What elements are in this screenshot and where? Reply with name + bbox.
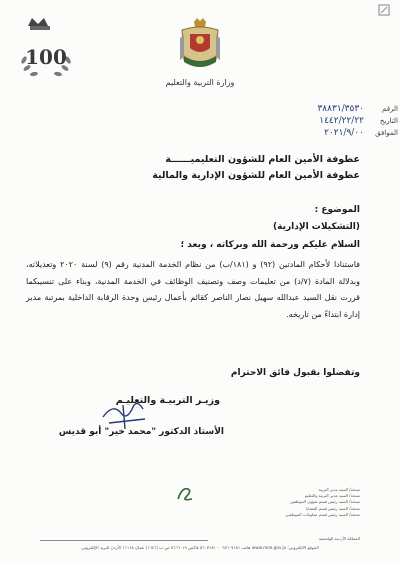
centenary-emblem-icon xyxy=(12,12,82,82)
footer-contact: الموقع الالكتروني: www.moe.gov.jo هاتف ٠٦٥٦٠٧١٨١ - ٥٦٠٧١٨١ فاكس ٥٦٦٦٠١٩ ص.ب (١٦٤٦) عمان ١١١١٨ الأردن البريد الإلكتروني xyxy=(81,545,319,550)
reference-hijri-date-row xyxy=(200,115,398,127)
coat-of-arms-icon xyxy=(176,16,224,74)
reference-gregorian-date-row xyxy=(200,127,398,139)
addressee-block xyxy=(60,152,360,184)
footer-address: المملكة الأردنية الهاشمية xyxy=(208,536,360,541)
signatory-title: وزيـر التربيـة والتعليـم xyxy=(115,395,220,406)
reference-number-row xyxy=(200,103,398,115)
signatory-name: الأستاذ الدكتور "محمد خير" أبو قديس xyxy=(58,427,224,437)
subject-text: (التشكيلات الإدارية) xyxy=(273,222,360,232)
reference-gregorian-date-value: ٢٠٢١/٩/٠٠ xyxy=(324,128,364,138)
reference-number-value: ٣٨٨٣١/٣٥٣٠ xyxy=(317,104,364,114)
cc-item: نسخة/ السيد رئيس قسم القضايا xyxy=(306,505,360,511)
corner-mark-icon xyxy=(376,2,392,18)
closing-line: وتفضلوا بقبول فائق الاحترام xyxy=(230,368,360,378)
reference-hijri-date-label: التاريخ xyxy=(379,117,398,125)
addressee-line: عطوفة الأمين العام للشؤون التعليميــــــة xyxy=(165,154,360,165)
cc-item: نسخة/ السيد مدير التربية xyxy=(318,487,360,492)
reference-block xyxy=(200,103,398,139)
cc-item: نسخة/ السيد رئيس قسم معلومات الموظفين xyxy=(285,511,360,517)
cc-item: نسخة/ السيد مدير التربية والتعليم xyxy=(304,493,360,499)
ministry-name: وزارة التربية والتعليم xyxy=(165,78,235,87)
cc-item: نسخة/ السيد رئيس قسم شؤون الموظفين xyxy=(289,499,360,505)
cc-list xyxy=(190,487,360,518)
reference-gregorian-date-label: الموافق xyxy=(375,129,398,137)
subject-label: الموضوع : xyxy=(314,205,360,215)
reference-hijri-date-value: ١٤٤٢/٢٢/٢٢ xyxy=(319,116,364,126)
centenary-badge-text: 100 xyxy=(25,45,67,69)
greeting: السلام عليكم ورحمة الله وبركاته ، وبعد ؛ xyxy=(180,240,360,250)
addressee-line: عطوفة الأمين العام للشؤون الإدارية والمالية xyxy=(152,170,360,181)
reference-number-label: الرقم xyxy=(382,105,398,113)
body-paragraph: فاستنادا لأحكام المادتين (٩٢) و (١٨١/ب) من نظام الخدمة المدنية رقم (٩) لسنة ٢٠٢٠ وتعديلاته، وبدلالة المادة (٧/د) من تعليمات وصف وتصنيف الوظائف في الخدمة المدنية، وبناء على تنسيبكما قررت نقل السيد عبدالله سهيل نصار الناصر كقائم بأعمال رئيس وحدة الرقابة الداخلية بمرتبة مدير إدارة ابتداءً من تاريخه. xyxy=(26,260,360,319)
